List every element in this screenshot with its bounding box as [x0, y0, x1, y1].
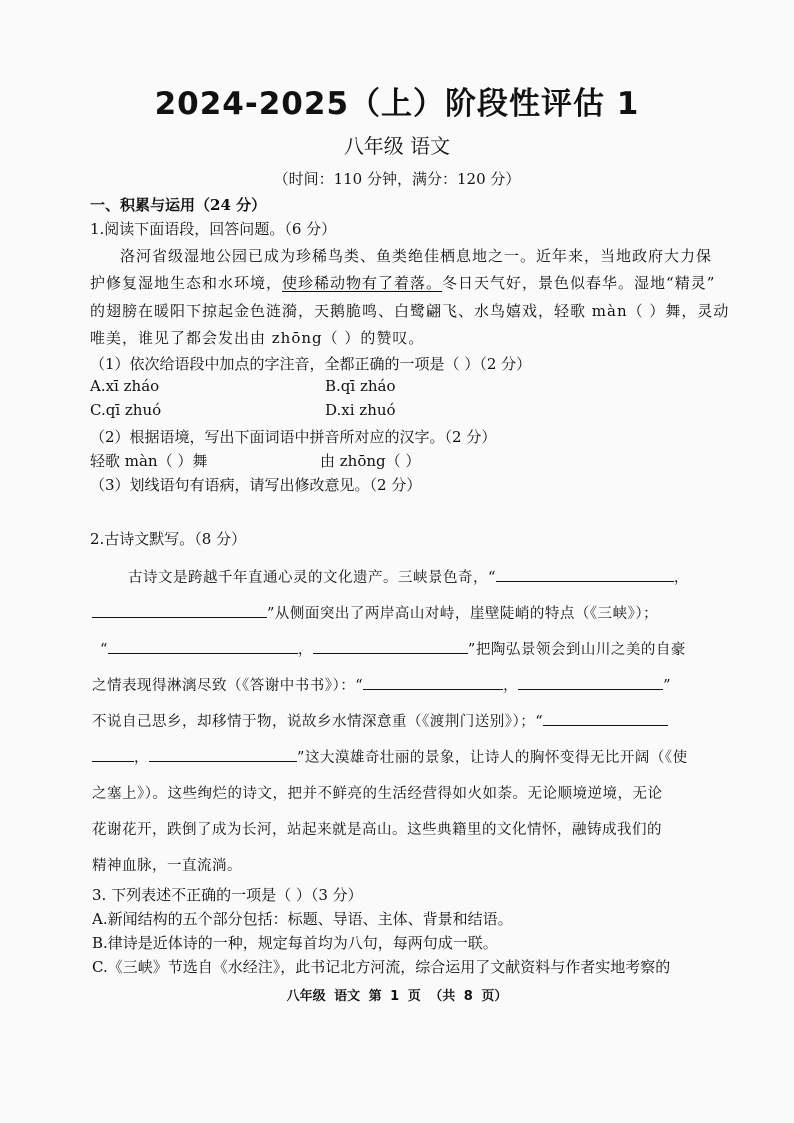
q1-sub2: （2）根据语境，写出下面词语中拼音所对应的汉字。（2 分） — [90, 428, 497, 446]
q2-line1 — [128, 566, 689, 587]
q2-line1-comma: ， — [673, 570, 689, 586]
q1-para-line1: 洛河省级湿地公园已成为珍稀鸟类、鱼类绝佳栖息地之一。近年来，当地政府大力保 — [120, 247, 713, 265]
q1-para-line3: 的翅膀在暖阳下掠起金色涟漪，天鹅脆鸣、白鹭翩飞、水鸟嬉戏，轻歌 màn（ ）舞，灵动 — [90, 302, 730, 320]
q1-fill-man: 轻歌 màn（ ）舞 — [90, 452, 208, 470]
answer-blank[interactable] — [92, 603, 267, 618]
q2-line5-text: 不说自己思乡，却移情于物，说故乡水情深意重（《渡荆门送别》）；“ — [92, 714, 544, 730]
q1-para-line2-start: 护修复湿地生态和水环境， — [90, 274, 283, 292]
answer-blank[interactable] — [108, 639, 298, 654]
q3-option-c: C.《三峡》节选自《水经注》，此书记北方河流，综合运用了文献资料与作者实地考察的 — [92, 958, 671, 976]
answer-blank[interactable] — [363, 675, 503, 690]
q3-option-a: A.新闻结构的五个部分包括：标题、导语、主体、背景和结语。 — [92, 910, 513, 928]
q2-line2 — [92, 602, 658, 623]
q1-sub1: （1）依次给语段中加点的字注音，全都正确的一项是（ ）（2 分） — [90, 355, 532, 373]
page-subtitle: 八年级 语文 — [343, 134, 451, 158]
q1-option-b: B.qī zháo — [325, 377, 396, 395]
q2-line6-text: ”这大漠雄奇壮丽的景象，让诗人的胸怀变得无比开阔（《使 — [297, 750, 688, 766]
q2-stem: 2.古诗文默写。（8 分） — [90, 530, 247, 548]
q1-option-c: C.qī zhuó — [90, 401, 162, 419]
underlined-sentence: 使珍稀动物有了着落。 — [282, 274, 443, 292]
page-footer: 八年级 语文 第 1 页 （共 8 页） — [286, 989, 508, 1004]
q2-line3-comma: ， — [297, 642, 313, 658]
section-heading: 一、积累与运用（24 分） — [90, 196, 267, 214]
q1-sub3: （3）划线语句有语病，请写出修改意见。（2 分） — [90, 476, 422, 494]
answer-blank[interactable] — [496, 567, 674, 582]
q2-line1-text: 古诗文是跨越千年直通心灵的文化遗产。三峡景色奇，“ — [128, 570, 496, 586]
q2-line4-text: 之情表现得淋漓尽致（《答谢中书书》）：“ — [92, 678, 364, 694]
q3-option-b: B.律诗是近体诗的一种，规定每首均为八句，每两句成一联。 — [92, 934, 498, 952]
q1-para-line2-end: 冬日天气好，景色似春华。湿地“精灵” — [442, 274, 716, 292]
exam-meta: （时间：110 分钟，满分：120 分） — [273, 170, 521, 188]
q2-line7: 之塞上》）。这些绚烂的诗文，把并不鲜亮的生活经营得如火如荼。无论顺境逆境，无论 — [92, 786, 663, 802]
q1-para-line2 — [90, 272, 715, 293]
q2-line9: 精神血脉，一直流淌。 — [92, 858, 242, 874]
answer-blank[interactable] — [518, 675, 663, 690]
q2-line5 — [92, 710, 668, 731]
answer-blank[interactable] — [149, 747, 297, 762]
q1-option-d: D.xi zhuó — [325, 401, 396, 419]
q2-line3-text: ”把陶弘景领会到山川之美的自豪 — [467, 642, 686, 658]
q1-fill-zhong: 由 zhōng（ ） — [320, 452, 421, 470]
q2-line6 — [92, 746, 688, 767]
q2-line4 — [92, 674, 671, 695]
q2-line3-quote: “ — [100, 642, 108, 658]
q1-para-line4: 唯美，谁见了都会发出由 zhōng（ ）的赞叹。 — [90, 329, 425, 347]
q1-stem: 1.阅读下面语段，回答问题。（6 分） — [90, 220, 337, 238]
q1-option-a: A.xī zháo — [90, 377, 160, 395]
answer-blank[interactable] — [543, 711, 668, 726]
q2-line4-quote: ” — [663, 678, 672, 694]
answer-blank[interactable] — [92, 747, 134, 762]
q2-line3 — [100, 638, 686, 659]
answer-blank[interactable] — [313, 639, 468, 654]
q3-stem: 3. 下列表述不正确的一项是（ ）（3 分） — [92, 886, 363, 904]
page-title: 2024-2025（上）阶段性评估 1 — [154, 86, 640, 122]
q2-line6-comma: ， — [134, 750, 149, 766]
q2-line2-text: ”从侧面突出了两岸高山对峙，崖壁陡峭的特点（《三峡》）； — [267, 606, 659, 622]
q2-line4-comma: ， — [503, 678, 519, 694]
q2-line8: 花谢花开，跌倒了成为长河，站起来就是高山。这些典籍里的文化情怀，融铸成我们的 — [92, 822, 662, 838]
